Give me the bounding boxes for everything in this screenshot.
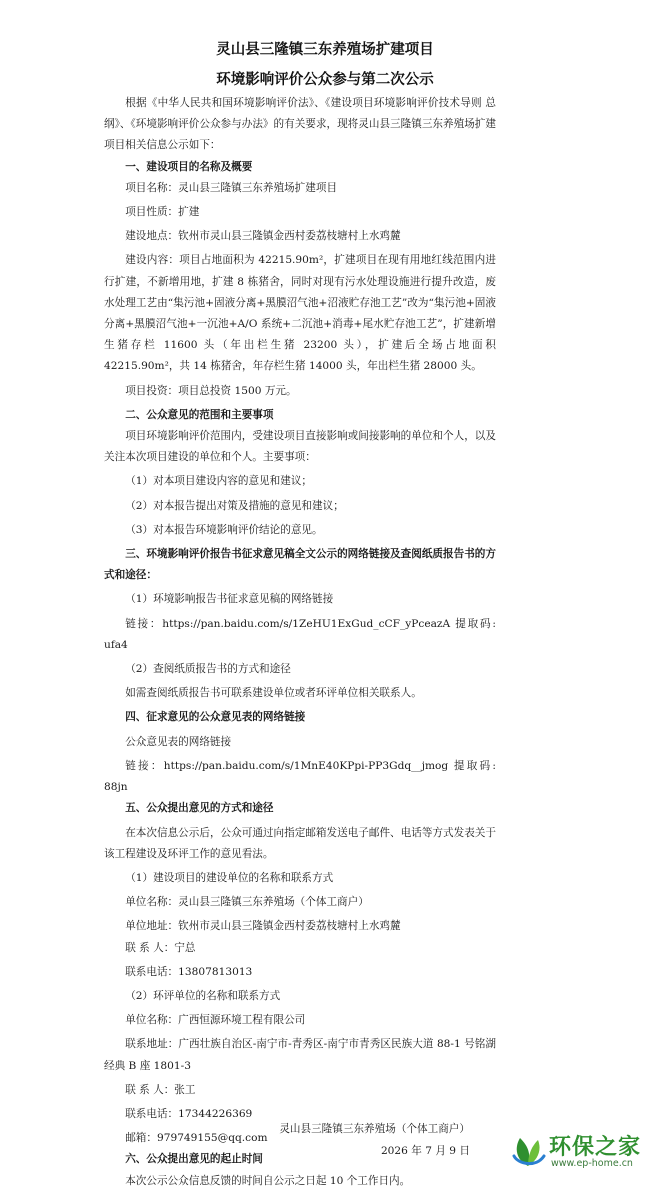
section-1-heading: 一、建设项目的名称及概要 xyxy=(125,160,253,173)
eia-phone: 联系电话：17344226369 xyxy=(125,1107,253,1120)
project-investment: 项目投资：项目总投资 1500 万元。 xyxy=(125,384,297,397)
section-3-sub1: （1）环境影响报告书征求意见稿的网络链接 xyxy=(125,593,334,606)
section-3-sub2: （2）查阅纸质报告书的方式和途径 xyxy=(125,663,291,676)
builder-unit-name: 单位名称：灵山县三隆镇三东养殖场（个体工商户） xyxy=(125,896,369,909)
list-item: （1）对本项目建设内容的意见和建议； xyxy=(125,475,313,488)
builder-contact: 联 系 人：宁总 xyxy=(125,941,196,954)
signature-date: 2026 年 7 月 9 日 xyxy=(380,1145,470,1157)
eia-unit-name: 单位名称：广西恒源环境工程有限公司 xyxy=(125,1014,306,1027)
report-link[interactable]: 链接：https://pan.baidu.com/s/1ZeHU1ExGud_cCF_yPceazA 提取码: ufa4 xyxy=(104,617,496,651)
section-6-heading: 六、公众提出意见的起止时间 xyxy=(125,1153,263,1166)
eia-contact: 联 系 人：张工 xyxy=(125,1083,196,1096)
builder-phone: 联系电话：13807813013 xyxy=(125,965,253,978)
eia-unit-address: 联系地址：广西壮族自治区-南宁市-青秀区-南宁市青秀区民族大道 88-1 号铭湖经典 B 座 1801-3 xyxy=(104,1038,496,1072)
watermark-url: www.ep-home.cn xyxy=(551,1158,633,1169)
document-subtitle: 环境影响评价公众参与第二次公示 xyxy=(216,72,434,88)
project-content: 建设内容：项目占地面积为 42215.90m²，扩建项目在现有用地红线范围内进行扩建，不新增用地，扩建 8 栋猪舍，同时对现有污水处理设施进行提升改造，废水处理工艺由“集污池+固液分离+黑膜沼气池+沼液贮存池工艺”改为“集污池+固液分离+黑膜沼气池+一沉池+A/O 系统+二沉池+消毒+尾水贮存池工艺”，扩建新增生猪存栏 11600 头（年出栏生猪 23200 头），扩建后全场占地面积 42215.90m²，共 14 栋猪舍，年存栏生猪 14000 头，年出栏生猪 28000 头。 xyxy=(104,254,496,373)
section-2-text: 项目环境影响评价范围内，受建设项目直接影响或间接影响的单位和个人，以及关注本次项目建设的单位和个人。主要事项： xyxy=(104,430,496,464)
watermark-logo xyxy=(508,1128,650,1174)
section-3-text: 如需查阅纸质报告书可联系建设单位或者环评单位相关联系人。 xyxy=(125,687,422,700)
leaf-logo-icon xyxy=(508,1130,548,1170)
intro-paragraph: 根据《中华人民共和国环境影响评价法》、《建设项目环境影响评价技术导则 总纲》、《环境影响评价公众参与办法》的有关要求，现将灵山县三隆镇三东养殖场扩建项目相关信息公示如下： xyxy=(104,97,496,152)
project-location: 建设地点：钦州市灵山县三隆镇金西村委荔枝塘村上水鸡麓 xyxy=(125,230,401,243)
signature-org: 灵山县三隆镇三东养殖场（个体工商户） xyxy=(279,1123,470,1135)
section-5-text: 在本次信息公示后，公众可通过向指定邮箱发送电子邮件、电话等方式发表关于该工程建设及环评工作的意见看法。 xyxy=(104,826,496,860)
project-nature: 项目性质：扩建 xyxy=(125,206,200,219)
section-4-sub: 公众意见表的网络链接 xyxy=(125,735,232,748)
eia-email[interactable]: 邮箱：979749155@qq.com xyxy=(125,1132,268,1145)
section-5-sub1: （1）建设项目的建设单位的名称和联系方式 xyxy=(125,871,334,884)
section-3-heading: 三、环境影响评价报告书征求意见稿全文公示的网络链接及查阅纸质报告书的方式和途径： xyxy=(104,548,496,582)
watermark-name: 环保之家 xyxy=(549,1135,642,1160)
document-title: 灵山县三隆镇三东养殖场扩建项目 xyxy=(216,42,434,58)
section-6-text: 本次公示公众信息反馈的时间自公示之日起 10 个工作日内。 xyxy=(125,1174,411,1187)
builder-unit-address: 单位地址：钦州市灵山县三隆镇金西村委荔枝塘村上水鸡麓 xyxy=(125,920,401,933)
section-4-heading: 四、征求意见的公众意见表的网络链接 xyxy=(125,711,306,724)
survey-link[interactable]: 链接：https://pan.baidu.com/s/1MnE40KPpi-PP3Gdq__jmog 提取码: 88jn xyxy=(104,759,496,794)
project-name: 项目名称：灵山县三隆镇三东养殖场扩建项目 xyxy=(125,181,338,194)
document-body xyxy=(104,93,496,1192)
section-2-heading: 二、公众意见的范围和主要事项 xyxy=(125,408,274,421)
list-item: （2）对本报告提出对策及措施的意见和建议； xyxy=(125,499,344,512)
list-item: （3）对本报告环境影响评价结论的意见。 xyxy=(125,523,323,536)
section-5-heading: 五、公众提出意见的方式和途径 xyxy=(125,802,274,815)
section-5-sub2: （2）环评单位的名称和联系方式 xyxy=(125,989,281,1002)
